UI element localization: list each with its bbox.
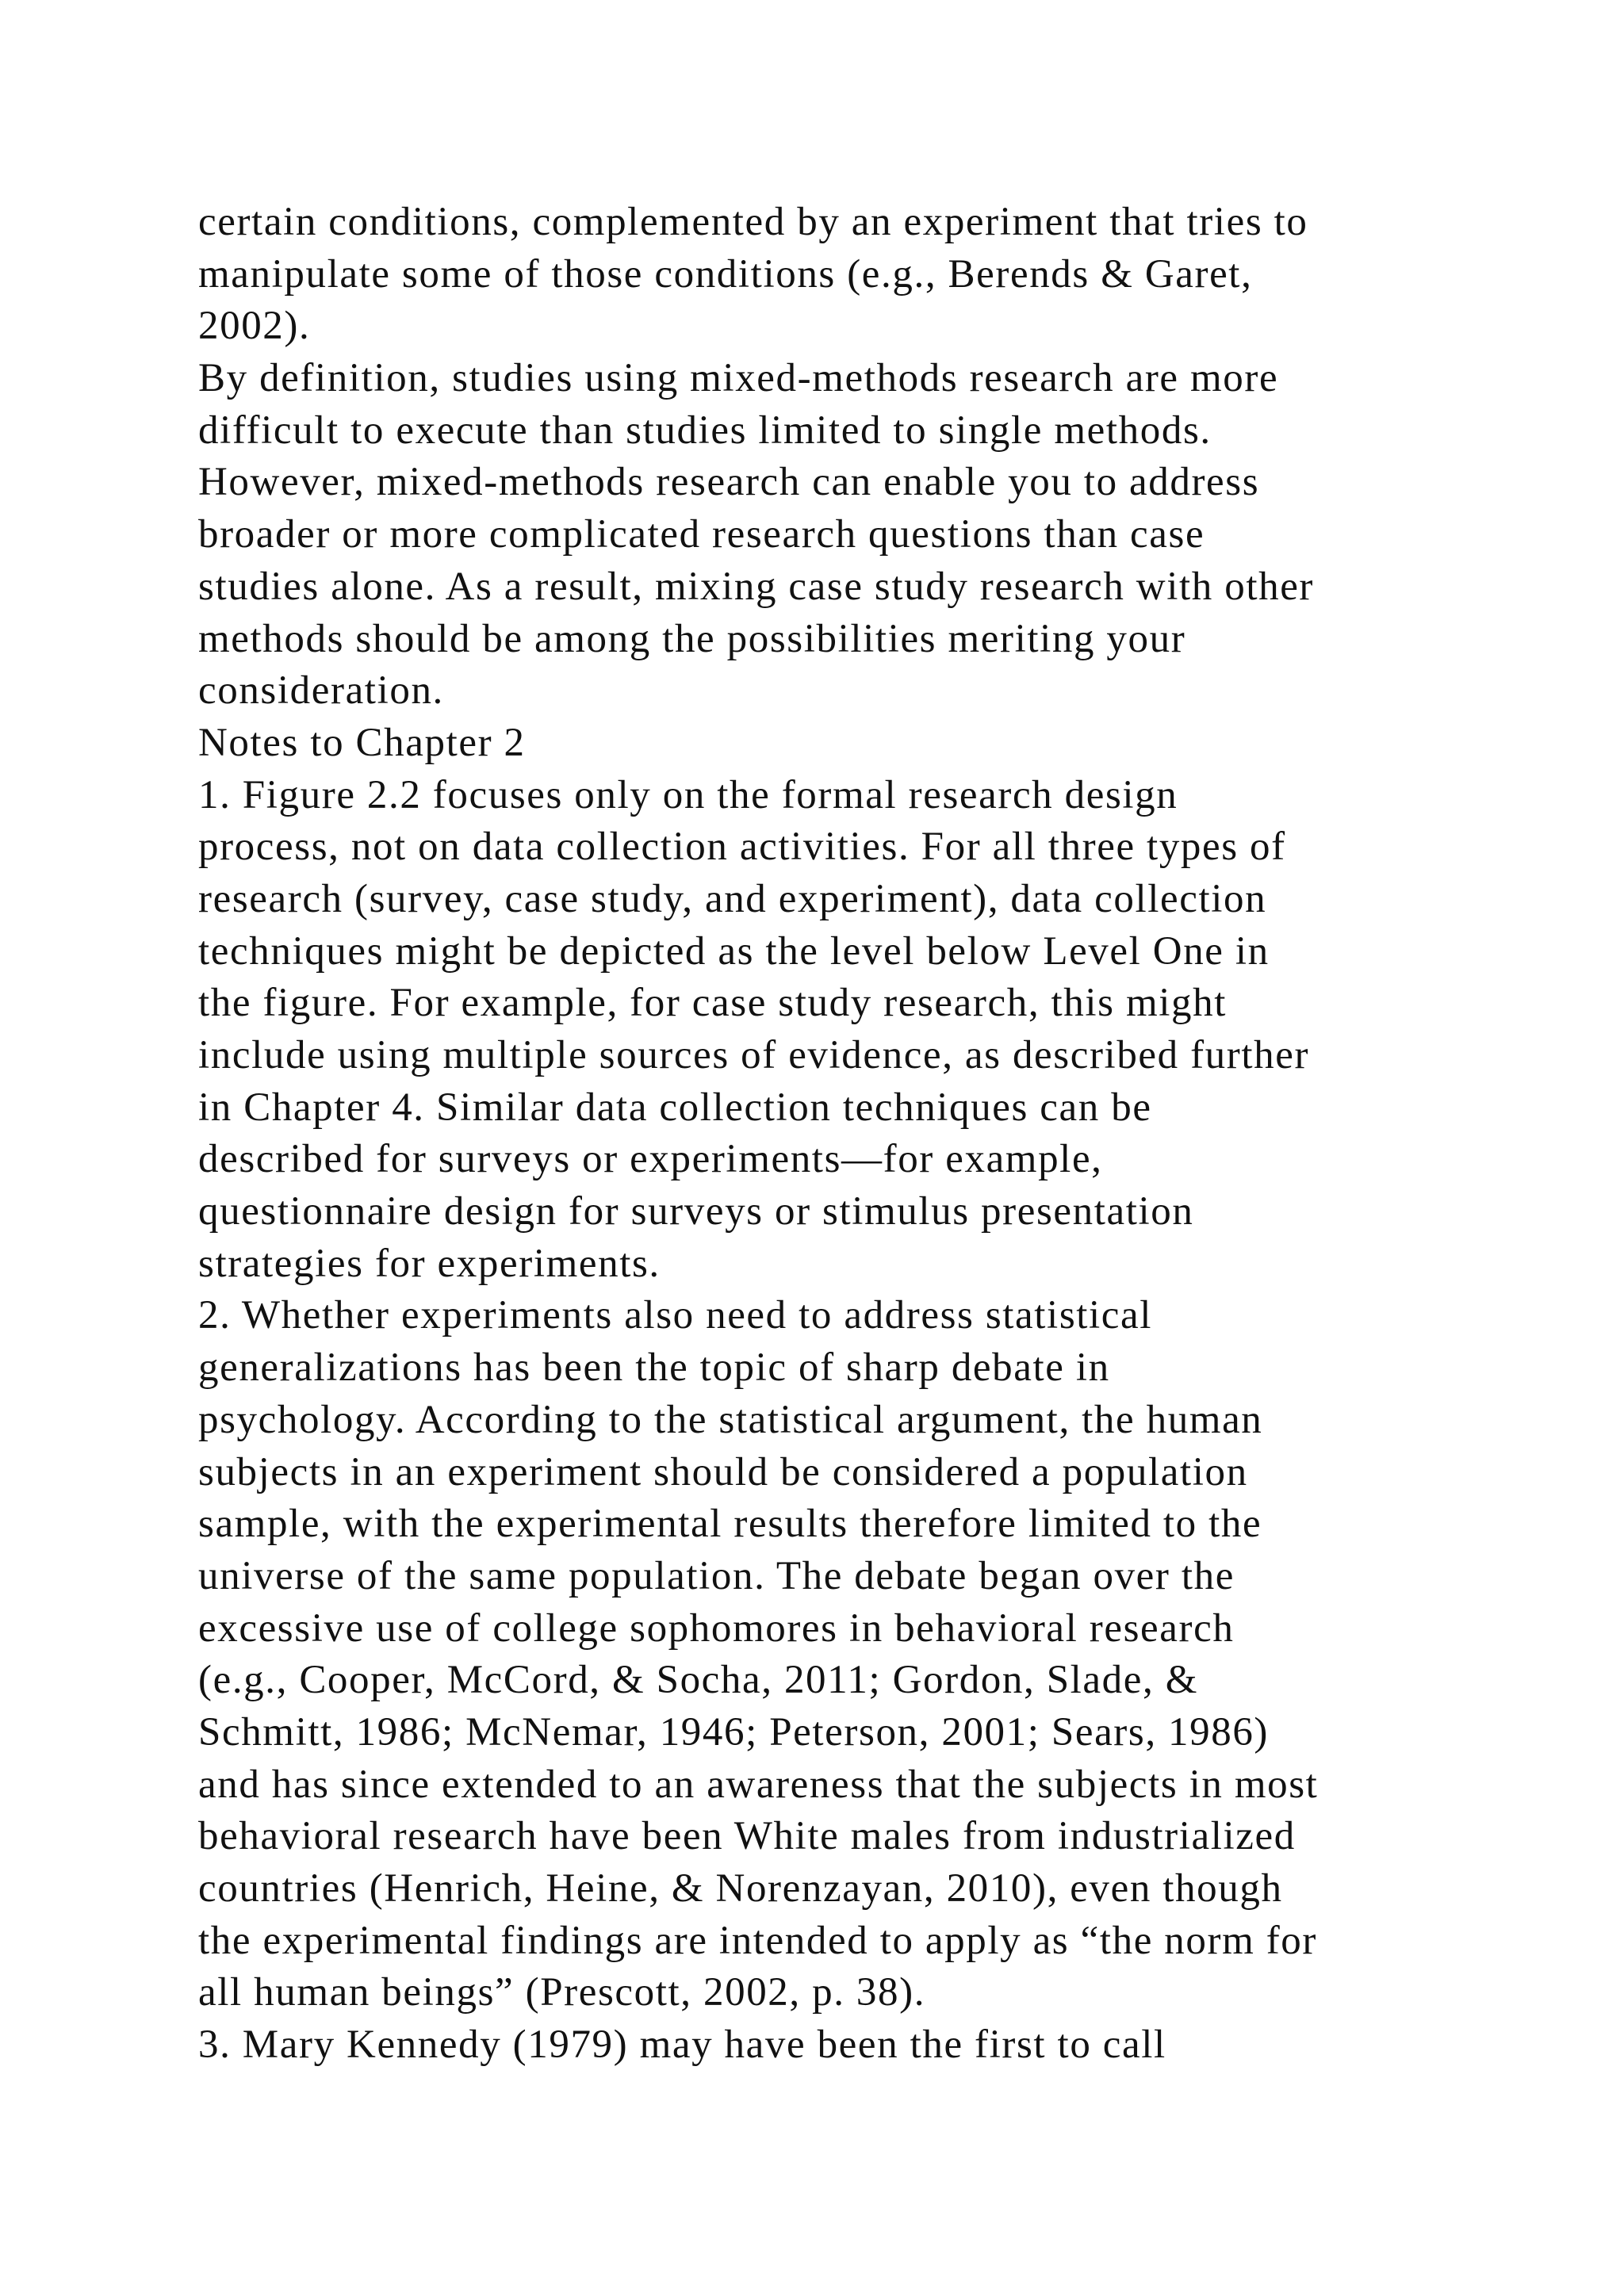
text-line: 3. Mary Kennedy (1979) may have been the first to call xyxy=(198,2022,1166,2068)
body-text xyxy=(198,197,1546,2072)
text-line: questionnaire design for surveys or stimulus presentation xyxy=(198,1189,1194,1234)
text-line: excessive use of college sophomores in behavioral research xyxy=(198,1605,1235,1651)
text-line: (e.g., Cooper, McCord, & Socha, 2011; Gordon, Slade, & xyxy=(198,1658,1198,1703)
text-line: By definition, studies using mixed-methods research are more xyxy=(198,356,1279,401)
text-line: techniques might be depicted as the level below Level One in xyxy=(198,928,1270,974)
text-line: and has since extended to an awareness that the subjects in most xyxy=(198,1762,1319,1807)
text-line: countries (Henrich, Heine, & Norenzayan, 2010), even though xyxy=(198,1866,1283,1911)
text-line: 2. Whether experiments also need to address statistical xyxy=(198,1293,1153,1338)
text-line: consideration. xyxy=(198,668,444,714)
text-line: the figure. For example, for case study research, this might xyxy=(198,981,1227,1026)
text-line: 1. Figure 2.2 focuses only on the formal research design xyxy=(198,772,1178,817)
text-line: studies alone. As a result, mixing case study research with other xyxy=(198,564,1315,609)
text-line: methods should be among the possibilities meriting your xyxy=(198,616,1186,661)
text-line: in Chapter 4. Similar data collection techniques can be xyxy=(198,1085,1152,1130)
text-line: research (survey, case study, and experiment), data collection xyxy=(198,876,1267,921)
text-line: behavioral research have been White males from industrialized xyxy=(198,1814,1296,1859)
text-line: the experimental findings are intended to apply as “the norm for xyxy=(198,1918,1317,1963)
text-line: Schmitt, 1986; McNemar, 1946; Peterson, 2001; Sears, 1986) xyxy=(198,1709,1270,1755)
text-line: psychology. According to the statistical argument, the human xyxy=(198,1397,1263,1442)
text-line: process, not on data collection activities. For all three types of xyxy=(198,825,1286,870)
text-line: universe of the same population. The debate began over the xyxy=(198,1553,1235,1598)
text-line: certain conditions, complemented by an experiment that tries to xyxy=(198,200,1308,244)
text-line: generalizations has been the topic of sharp debate in xyxy=(198,1345,1110,1391)
text-line: include using multiple sources of evidence, as described further xyxy=(198,1033,1310,1077)
text-line: broader or more complicated research questions than case xyxy=(198,512,1205,557)
text-line: 2002). xyxy=(198,304,311,349)
text-line: sample, with the experimental results therefore limited to the xyxy=(198,1502,1262,1547)
text-line: manipulate some of those conditions (e.g., Berends & Garet, xyxy=(198,251,1253,297)
text-line: However, mixed-methods research can enable you to address xyxy=(198,460,1260,505)
text-line: strategies for experiments. xyxy=(198,1241,661,1286)
text-line: all human beings” (Prescott, 2002, p. 38). xyxy=(198,1970,926,2015)
text-line: difficult to execute than studies limited to single methods. xyxy=(198,408,1212,453)
text-line: subjects in an experiment should be considered a population xyxy=(198,1449,1248,1494)
section-heading: Notes to Chapter 2 xyxy=(198,720,526,765)
text-line: described for surveys or experiments—for example, xyxy=(198,1137,1103,1182)
